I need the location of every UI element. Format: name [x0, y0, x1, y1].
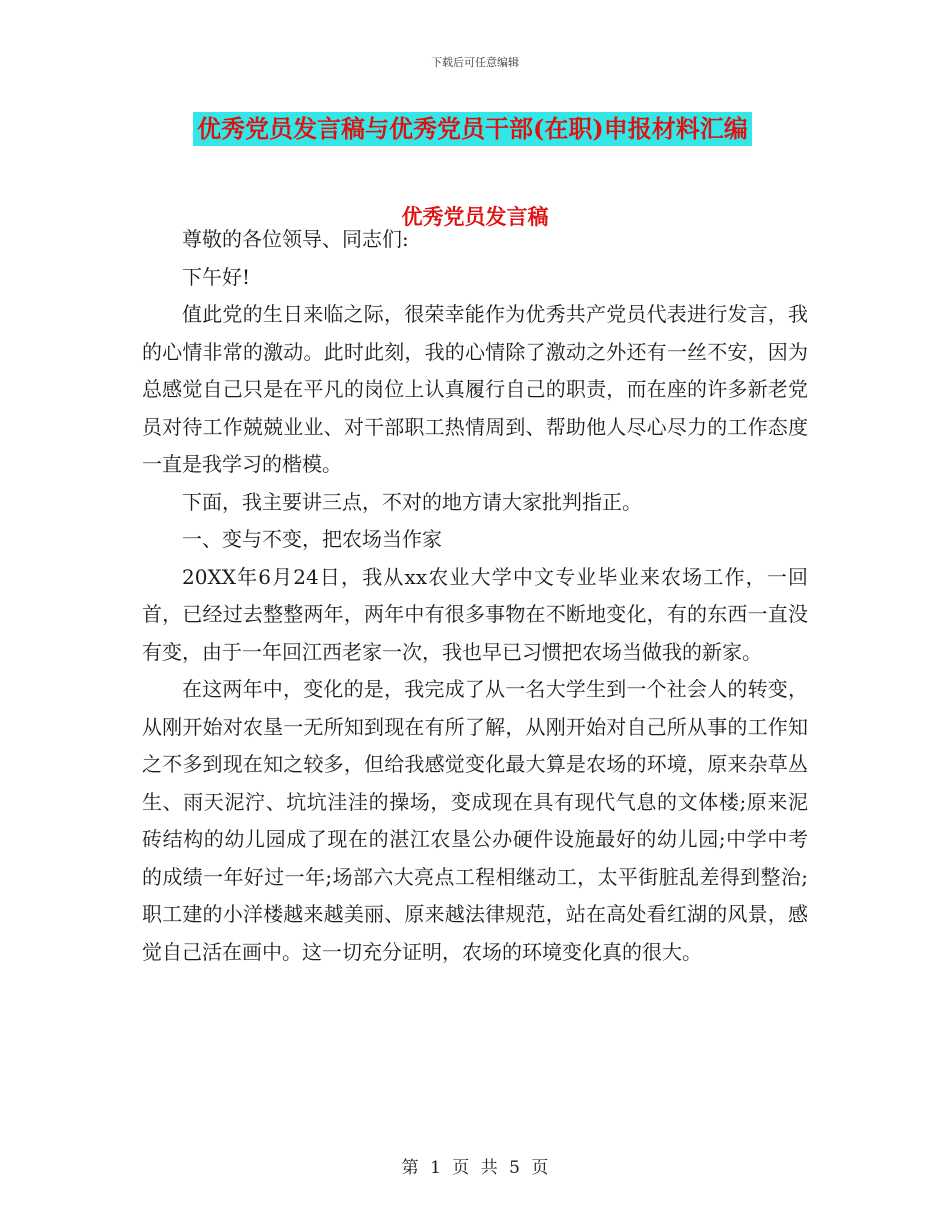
salutation: 尊敬的各位领导、同志们: — [182, 227, 409, 251]
paragraph: 下面，我主要讲三点，不对的地方请大家批判指正。 — [182, 489, 642, 514]
paragraph: 值此党的生日来临之际，很荣幸能作为优秀共产党员代表进行发言，我的心情非常的激动。此时此刻，我的心情除了激动之外还有一丝不安，因为总感觉自己只是在平凡的岗位上认真履行自己的职责，而在座的许多新老党员对待工作兢兢业业、对干部职工热情周到、帮助他人尽心尽力的工作态度一直是我学习的楷模。 — [142, 302, 808, 476]
header-note: 下载后可任意编辑 — [431, 56, 519, 69]
page-footer: 第 1 页 共 5 页 — [401, 1158, 549, 1178]
greeting: 下午好! — [182, 264, 251, 289]
document-body — [142, 221, 808, 971]
paragraph: 在这两年中，变化的是，我完成了从一名大学生到一个社会人的转变，从刚开始对农垦一无所知到现在有所了解，从刚开始对自己所从事的工作知之不多到现在知之较多，但给我感觉变化最大算是农场的环境，原来杂草丛生、雨天泥泞、坑坑洼洼的操场，变成现在具有现代气息的文体楼;原来泥砖结构的幼儿园成了现在的湛江农垦公办硬件设施最好的幼儿园;中学中考的成绩一年好过一年;场部六大亮点工程相继动工，太平街脏乱差得到整治;职工建的小洋楼越来越美丽、原来越法律规范，站在高处看红湖的风景，感觉自己活在画中。这一切充分证明，农场的环境变化真的很大。 — [142, 677, 808, 964]
section-title: 优秀党员发言稿 — [401, 204, 549, 229]
document-title: 优秀党员发言稿与优秀党员干部(在职)申报材料汇编 — [193, 112, 752, 146]
subheading: 一、变与不变，把农场当作家 — [182, 527, 442, 551]
paragraph: 20XX年6月24日，我从xx农业大学中文专业毕业来农场工作，一回首，已经过去整整两年，两年中有很多事物在不断地变化，有的东西一直没有变，由于一年回江西老家一次，我也早已习惯把农场当做我的新家。 — [142, 564, 808, 664]
